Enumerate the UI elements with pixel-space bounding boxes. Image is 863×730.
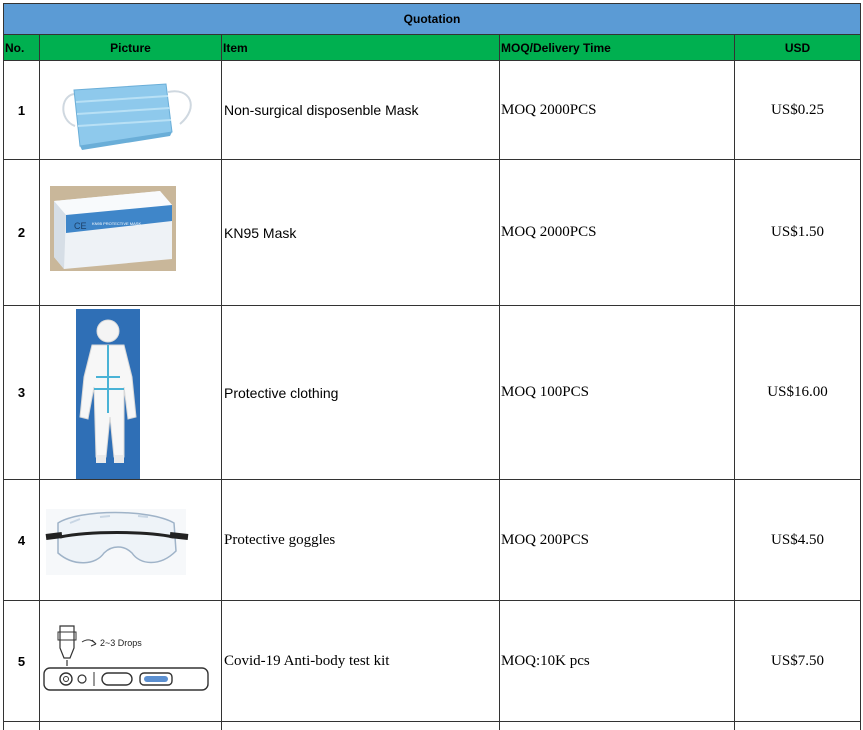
empty-cell <box>4 722 40 730</box>
empty-cell <box>222 722 500 730</box>
header-moq: MOQ/Delivery Time <box>500 35 735 61</box>
row-moq: MOQ 200PCS <box>500 480 735 601</box>
row-picture <box>40 601 222 722</box>
table-row <box>4 61 861 160</box>
row-moq: MOQ 2000PCS <box>500 61 735 160</box>
table-row <box>4 601 861 722</box>
row-item: Protective clothing <box>222 306 500 480</box>
row-moq: MOQ 100PCS <box>500 306 735 480</box>
row-usd: US$16.00 <box>735 306 861 480</box>
svg-text:CE: CE <box>74 220 87 231</box>
row-item: KN95 Mask <box>222 160 500 306</box>
svg-text:KN95 PROTECTIVE MASK: KN95 PROTECTIVE MASK <box>92 220 142 226</box>
table-row-partial <box>4 722 861 730</box>
header-picture: Picture <box>40 35 222 61</box>
row-number: 1 <box>4 61 40 160</box>
protective-suit-image <box>40 307 220 479</box>
kn95-box-image <box>40 161 220 305</box>
row-number: 2 <box>4 160 40 306</box>
empty-cell <box>735 722 861 730</box>
row-moq: MOQ:10K pcs <box>500 601 735 722</box>
header-item: Item <box>222 35 500 61</box>
header-row <box>4 35 861 61</box>
table-row <box>4 306 861 480</box>
empty-cell <box>40 722 222 730</box>
row-number: 3 <box>4 306 40 480</box>
row-picture <box>40 306 222 480</box>
row-usd: US$0.25 <box>735 61 861 160</box>
surgical-mask-image <box>40 62 220 159</box>
goggles-image <box>40 481 220 600</box>
header-usd: USD <box>735 35 861 61</box>
row-moq: MOQ 2000PCS <box>500 160 735 306</box>
row-picture <box>40 61 222 160</box>
row-number: 4 <box>4 480 40 601</box>
row-picture <box>40 160 222 306</box>
test-kit-diagram-image <box>40 602 220 721</box>
row-usd: US$7.50 <box>735 601 861 722</box>
row-usd: US$4.50 <box>735 480 861 601</box>
quotation-sheet <box>3 3 860 730</box>
table-row <box>4 480 861 601</box>
title-row <box>4 4 861 35</box>
table-row <box>4 160 861 306</box>
empty-cell <box>500 722 735 730</box>
row-usd: US$1.50 <box>735 160 861 306</box>
row-item: Protective goggles <box>222 480 500 601</box>
svg-text:2~3 Drops: 2~3 Drops <box>100 637 142 648</box>
row-picture <box>40 480 222 601</box>
row-number: 5 <box>4 601 40 722</box>
row-item: Covid-19 Anti-body test kit <box>222 601 500 722</box>
row-item: Non-surgical disposenble Mask <box>222 61 500 160</box>
quotation-table <box>3 3 861 730</box>
table-title: Quotation <box>4 4 861 35</box>
header-no: No. <box>4 35 40 61</box>
